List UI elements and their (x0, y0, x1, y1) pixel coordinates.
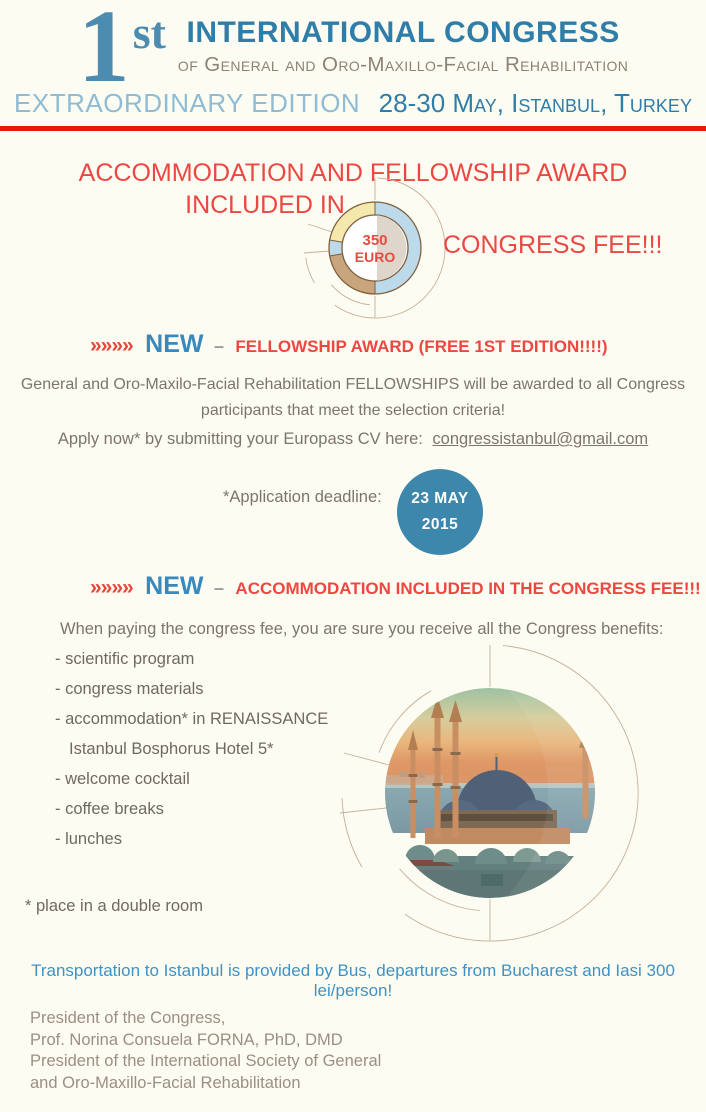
apply-text: Apply now* by submitting your Europass CV here: (57, 430, 423, 448)
new-label: NEW (145, 330, 204, 358)
deadline-date: 23 MAY (411, 490, 469, 507)
benefit-item: - scientific program (55, 650, 195, 668)
benefit-item: - coffee breaks (55, 800, 164, 818)
benefit-item-continuation: Istanbul Bosphorus Hotel 5* (69, 740, 274, 758)
deadline-circle-badge (397, 469, 483, 555)
benefits-intro: When paying the congress fee, you are sure you receive all the Congress benefits: (60, 620, 664, 638)
dash-separator: – (213, 336, 224, 356)
congress-title: INTERNATIONAL CONGRESS (186, 16, 620, 49)
deadline-year: 2015 (421, 516, 459, 533)
dash-separator: – (213, 578, 224, 598)
benefits-list (55, 644, 328, 854)
congress-subtitle: of General and Oro-Maxillo-Facial Rehabilitation (177, 53, 629, 76)
fee-currency: EURO (354, 249, 396, 265)
transport-notice: Transportation to Istanbul is provided by Bus, departures from Bucharest and Iasi 300 lei/person! (31, 961, 675, 1000)
double-room-footnote: * place in a double room (25, 897, 203, 915)
award-heading-line2: INCLUDED IN (185, 191, 345, 219)
benefit-item: - accommodation* in RENAISSANCE (55, 710, 329, 728)
date-location: 28-30 May, Istanbul, Turkey (378, 88, 692, 119)
fellowship-heading: FELLOWSHIP AWARD (FREE 1ST EDITION!!!!) (235, 337, 608, 356)
new-label: NEW (145, 572, 204, 600)
fellowship-body-text: General and Oro-Maxilo-Facial Rehabilitation FELLOWSHIPS will be awarded to all Congress participants that meet the selection criteria! (20, 376, 686, 420)
accommodation-new-row (90, 572, 701, 601)
fee-ring-chart-icon (300, 173, 450, 323)
footer-line: Prof. Norina Consuela FORNA, PhD, DMD (30, 1030, 343, 1049)
header (0, 0, 706, 119)
istanbul-mosque-photo (385, 688, 595, 898)
accommodation-heading: ACCOMMODATION INCLUDED IN THE CONGRESS FEE!!! (235, 579, 701, 598)
apply-line (0, 430, 706, 449)
congress-ordinal: 1 (77, 0, 130, 104)
chevrons-icon: »»»» (90, 334, 133, 357)
footer-line: President of the Congress, (30, 1009, 226, 1027)
footer-signature (30, 1008, 381, 1094)
footer-line: President of the International Society of General (30, 1052, 382, 1070)
benefit-item: - welcome cocktail (55, 770, 190, 788)
chevrons-icon: »»»» (90, 576, 133, 599)
congress-ordinal-suffix: st (132, 7, 166, 58)
fellowship-new-row (90, 330, 608, 359)
edition-label: EXTRAORDINARY EDITION (14, 88, 361, 119)
deadline-label: *Application deadline: (223, 488, 382, 506)
footer-line: and Oro-Maxillo-Facial Rehabilitation (30, 1073, 301, 1092)
award-heading-line1: ACCOMMODATION AND FELLOWSHIP AWARD (78, 159, 628, 187)
congress-title-row (77, 0, 629, 104)
apply-email-link[interactable]: congressistanbul@gmail.com (432, 430, 649, 448)
fee-amount: 350 (362, 232, 388, 249)
benefit-item: - lunches (55, 830, 122, 848)
congress-title-block (178, 16, 628, 77)
congress-fee-text: CONGRESS FEE!!! (443, 231, 663, 259)
red-divider (0, 126, 706, 131)
benefit-item: - congress materials (55, 680, 204, 698)
edition-line (0, 88, 706, 119)
